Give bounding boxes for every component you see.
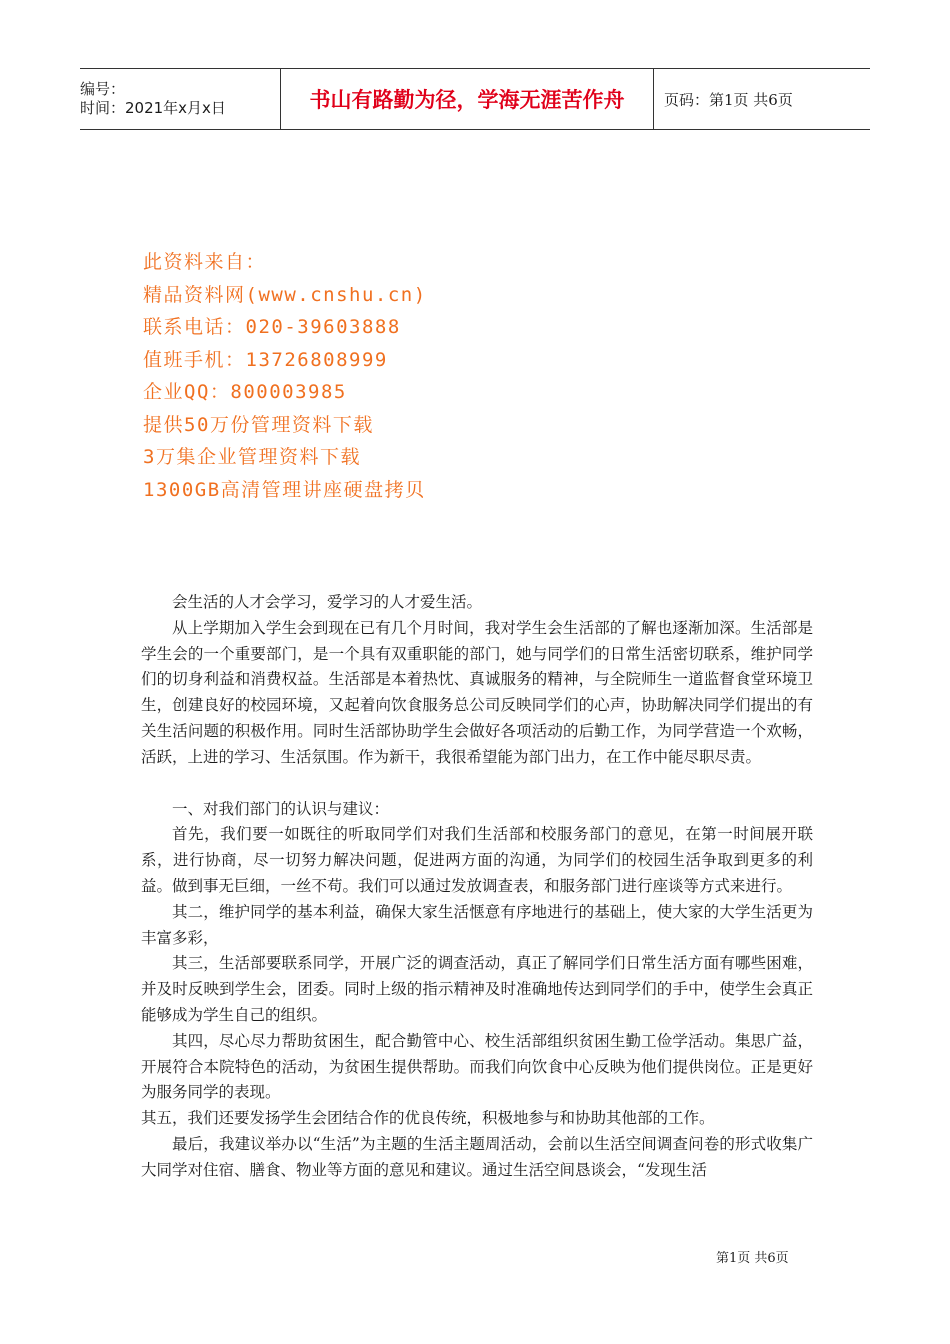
doc-date: 时间：2021年x月x日 bbox=[80, 99, 226, 117]
promo-line: 提供50万份管理资料下载 bbox=[143, 413, 374, 436]
paragraph: 其三，生活部要联系同学，开展广泛的调查活动，真正了解同学们日常生活方面有哪些困难，并及时反映到学生会，团委。同时上级的指示精神及时准确地传达到同学们的手中，使学生会真正能够成为学生自己的组织。 bbox=[141, 954, 813, 1024]
paragraph: 首先，我们要一如既往的听取同学们对我们生活部和校服务部门的意见，在第一时间展开联系，进行协商，尽一切努力解决问题，促进两方面的沟通，为同学们的校园生活争取到更多的利益。做到事无巨细，一丝不苟。我们可以通过发放调查表，和服务部门进行座谈等方式来进行。 bbox=[141, 825, 813, 895]
paragraph: 其五，我们还要发扬学生会团结合作的优良传统，积极地参与和协助其他部的工作。 bbox=[141, 1109, 715, 1128]
header-meta bbox=[80, 69, 280, 129]
section-heading: 一、对我们部门的认识与建议： bbox=[172, 799, 390, 818]
doc-number-label: 编号： bbox=[80, 80, 126, 98]
paragraph: 其四，尽心尽力帮助贫困生，配合勤管中心、校生活部组织贫困生勤工俭学活动。集思广益，开展符合本院特色的活动，为贫困生提供帮助。而我们向饮食中心反映为他们提供岗位。正是更好为服务同学的表现。 bbox=[141, 1031, 813, 1102]
paragraph-quote: 会生活的人才会学习，爱学习的人才爱生活。 bbox=[172, 593, 483, 611]
document-body bbox=[141, 590, 813, 1184]
promo-line: 此资料来自： bbox=[143, 251, 267, 273]
promo-line: 3万集企业管理资料下载 bbox=[143, 446, 361, 468]
paragraph-intro: 从上学期加入学生会到现在已有几个月时间，我对学生会生活部的了解也逐渐加深。生活部是学生会的一个重要部门，是一个具有双重职能的部门，她与同学们的日常生活密切联系，维护同学们的切身利益和消费权益。生活部是本着热忱、真诚服务的精神，与全院师生一道监督食堂环境卫生，创建良好的校园环境，又起着向饮食服务总公司反映同学们的心声，协助解决同学们提出的有关生活问题的积极作用。同时生活部协助学生会做好各项活动的后勤工作，为同学营造一个欢畅，活跃，上进的学习、生活氛围。作为新干，我很希望能为部门出力，在工作中能尽职尽责。 bbox=[141, 618, 813, 766]
promo-line: 企业QQ：800003985 bbox=[143, 381, 347, 403]
page-header bbox=[80, 68, 870, 130]
paragraph: 其二，维护同学的基本利益，确保大家生活惬意有序地进行的基础上，使大家的大学生活更为丰富多彩， bbox=[141, 902, 813, 947]
promo-block bbox=[143, 246, 427, 506]
promo-line: 精品资料网(www.cnshu.cn) bbox=[143, 283, 427, 306]
paragraph: 最后，我建议举办以“生活”为主题的生活主题周活动，会前以生活空间调查问卷的形式收集广大同学对住宿、膳食、物业等方面的意见和建议。通过生活空间恳谈会，“发现生活 bbox=[141, 1134, 813, 1179]
header-motto: 书山有路勤为径，学海无涯苦作舟 bbox=[280, 69, 654, 129]
header-page-info: 页码：第1页 共6页 bbox=[664, 90, 793, 109]
page-footer: 第1页 共6页 bbox=[716, 1251, 789, 1266]
promo-line: 联系电话：020-39603888 bbox=[143, 316, 401, 338]
promo-line: 1300GB高清管理讲座硬盘拷贝 bbox=[143, 478, 426, 501]
promo-line: 值班手机：13726808999 bbox=[143, 348, 388, 371]
